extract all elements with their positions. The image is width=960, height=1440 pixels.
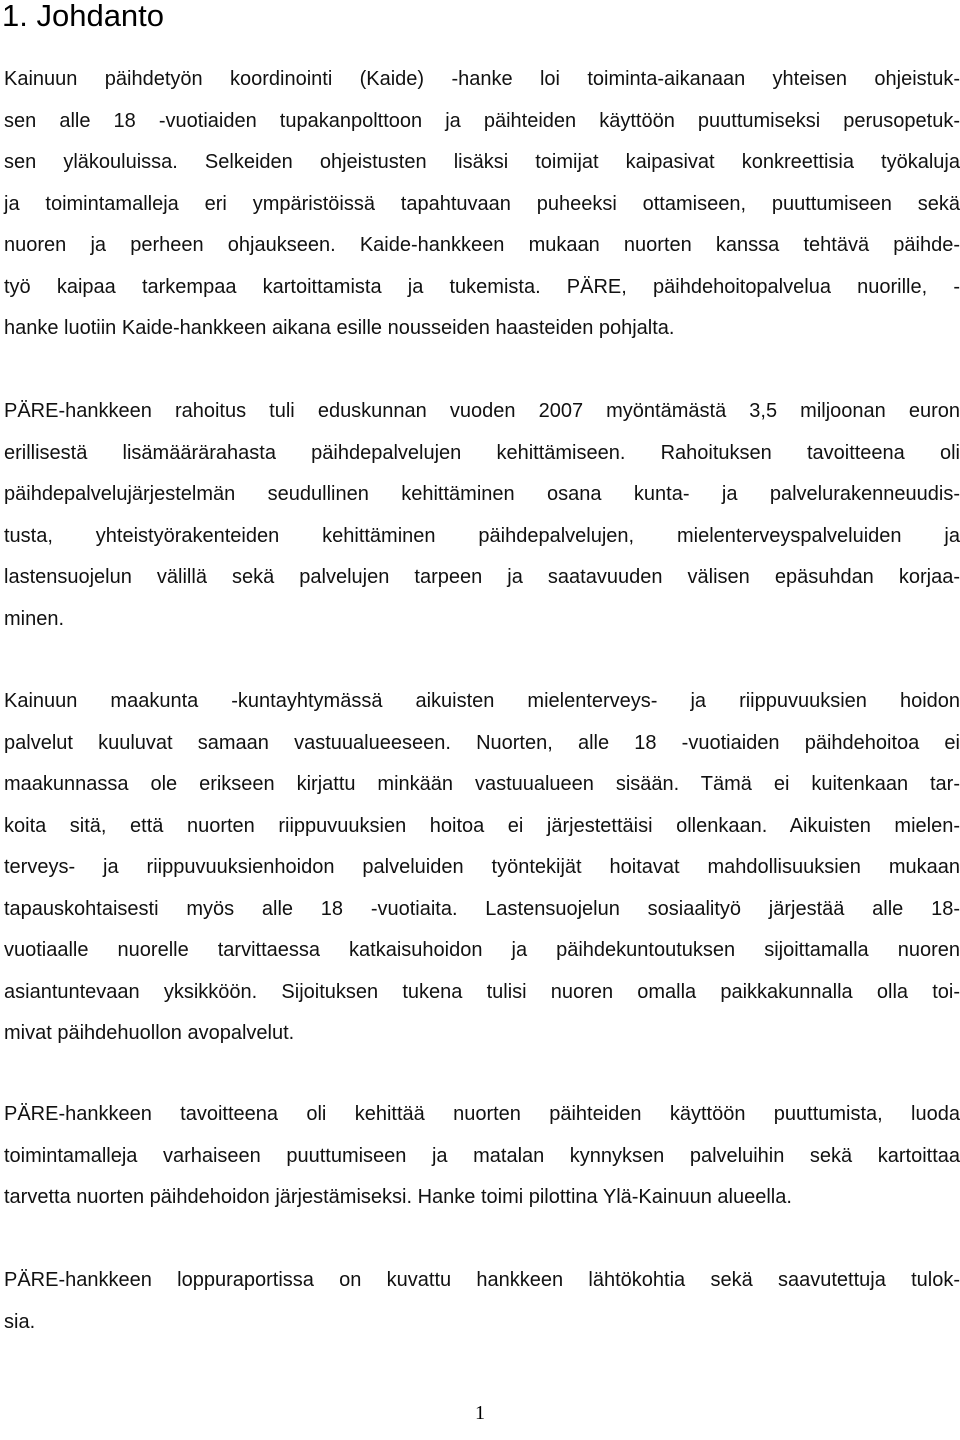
paragraph-report (4, 1260, 960, 1343)
text-line: maakunnassa ole erikseen kirjattu minkään vastuualueen sisään. Tämä ei kuitenkaan tar- (4, 773, 960, 795)
text-line: työ kaipaa tarkempaa kartoittamista ja tukemista. PÄRE, päihdehoitopalvelua nuorille, - (4, 275, 960, 298)
text-line: minen. (4, 607, 65, 630)
text-line: hanke luotiin Kaide-hankkeen aikana esille nousseiden haasteiden pohjalta. (4, 317, 675, 339)
text-line: tarvetta nuorten päihdehoidon järjestämiseksi. Hanke toimi pilottina Ylä-Kainuun alueella. (4, 1186, 792, 1208)
paragraph-intro (4, 59, 960, 350)
text-line: nuoren ja perheen ohjaukseen. Kaide-hankkeen mukaan nuorten kanssa tehtävä päihde- (4, 234, 960, 256)
text-line: sia. (4, 1310, 36, 1333)
page-number: 1 (475, 1402, 485, 1424)
text-line: toimintamalleja varhaiseen puuttumiseen ja matalan kynnyksen palveluihin sekä kartoittaa (4, 1144, 960, 1167)
text-line: erillisestä lisämäärärahasta päihdepalvelujen kehittämiseen. Rahoituksen tavoitteena oli (4, 441, 960, 464)
text-line: palvelut kuuluvat samaan vastuualueeseen. Nuorten, alle 18 -vuotiaiden päihdehoitoa ei (4, 731, 960, 754)
text-line: ja toimintamalleja eri ympäristöissä tapahtuvaan puheeksi ottamiseen, puuttumiseen sekä (4, 192, 960, 215)
text-line: mivat päihdehuollon avopalvelut. (4, 1022, 295, 1044)
text-line: Kainuun päihdetyön koordinointi (Kaide) -hanke loi toiminta-aikanaan yhteisen ohjeistuk- (4, 68, 960, 90)
paragraph-funding (4, 391, 960, 640)
text-line: PÄRE-hankkeen tavoitteena oli kehittää nuorten päihteiden käyttöön puuttumista, luoda (4, 1103, 960, 1125)
text-line: PÄRE-hankkeen loppuraportissa on kuvattu hankkeen lähtökohtia sekä saavutettuja tulok- (4, 1269, 960, 1291)
text-line: Kainuun maakunta -kuntayhtymässä aikuisten mielenterveys- ja riippuvuuksien hoidon (4, 690, 960, 712)
text-line: päihdepalvelujärjestelmän seudullinen kehittäminen osana kunta- ja palvelurakenneuudis- (4, 483, 960, 505)
text-line: lastensuojelun välillä sekä palvelujen tarpeen ja saatavuuden välisen epäsuhdan korjaa- (4, 566, 960, 588)
text-line: asiantuntevaan yksikköön. Sijoituksen tukena tulisi nuoren omalla paikkakunnalla olla toi- (4, 980, 960, 1003)
text-line: koita sitä, että nuorten riippuvuuksien hoitoa ei järjestettäisi ollenkaan. Aikuisten mielen- (4, 814, 960, 837)
text-line: sen yläkouluissa. Selkeiden ohjeistusten lisäksi toimijat kaipasivat konkreettisia työkaluja (4, 151, 960, 173)
paragraph-services (4, 681, 960, 1055)
text-line: PÄRE-hankkeen rahoitus tuli eduskunnan vuoden 2007 myöntämästä 3,5 miljoonan euron (4, 400, 960, 422)
text-line: sen alle 18 -vuotiaiden tupakanpolttoon ja päihteiden käyttöön puuttumiseksi perusopetuk- (4, 109, 960, 132)
text-line: terveys- ja riippuvuuksienhoidon palveluiden työntekijät hoitavat mahdollisuuksien mukaan (4, 856, 960, 878)
text-line: tapauskohtaisesti myös alle 18 -vuotiaita. Lastensuojelun sosiaalityö järjestää alle 18- (4, 897, 960, 920)
paragraph-goals (4, 1094, 960, 1219)
section-heading: 1. Johdanto (2, 0, 165, 33)
text-line: tusta, yhteistyörakenteiden kehittäminen päihdepalvelujen, mielenterveyspalveluiden ja (4, 524, 960, 547)
text-line: vuotiaalle nuorelle tarvittaessa katkaisuhoidon ja päihdekuntoutuksen sijoittamalla nuoren (4, 939, 960, 961)
